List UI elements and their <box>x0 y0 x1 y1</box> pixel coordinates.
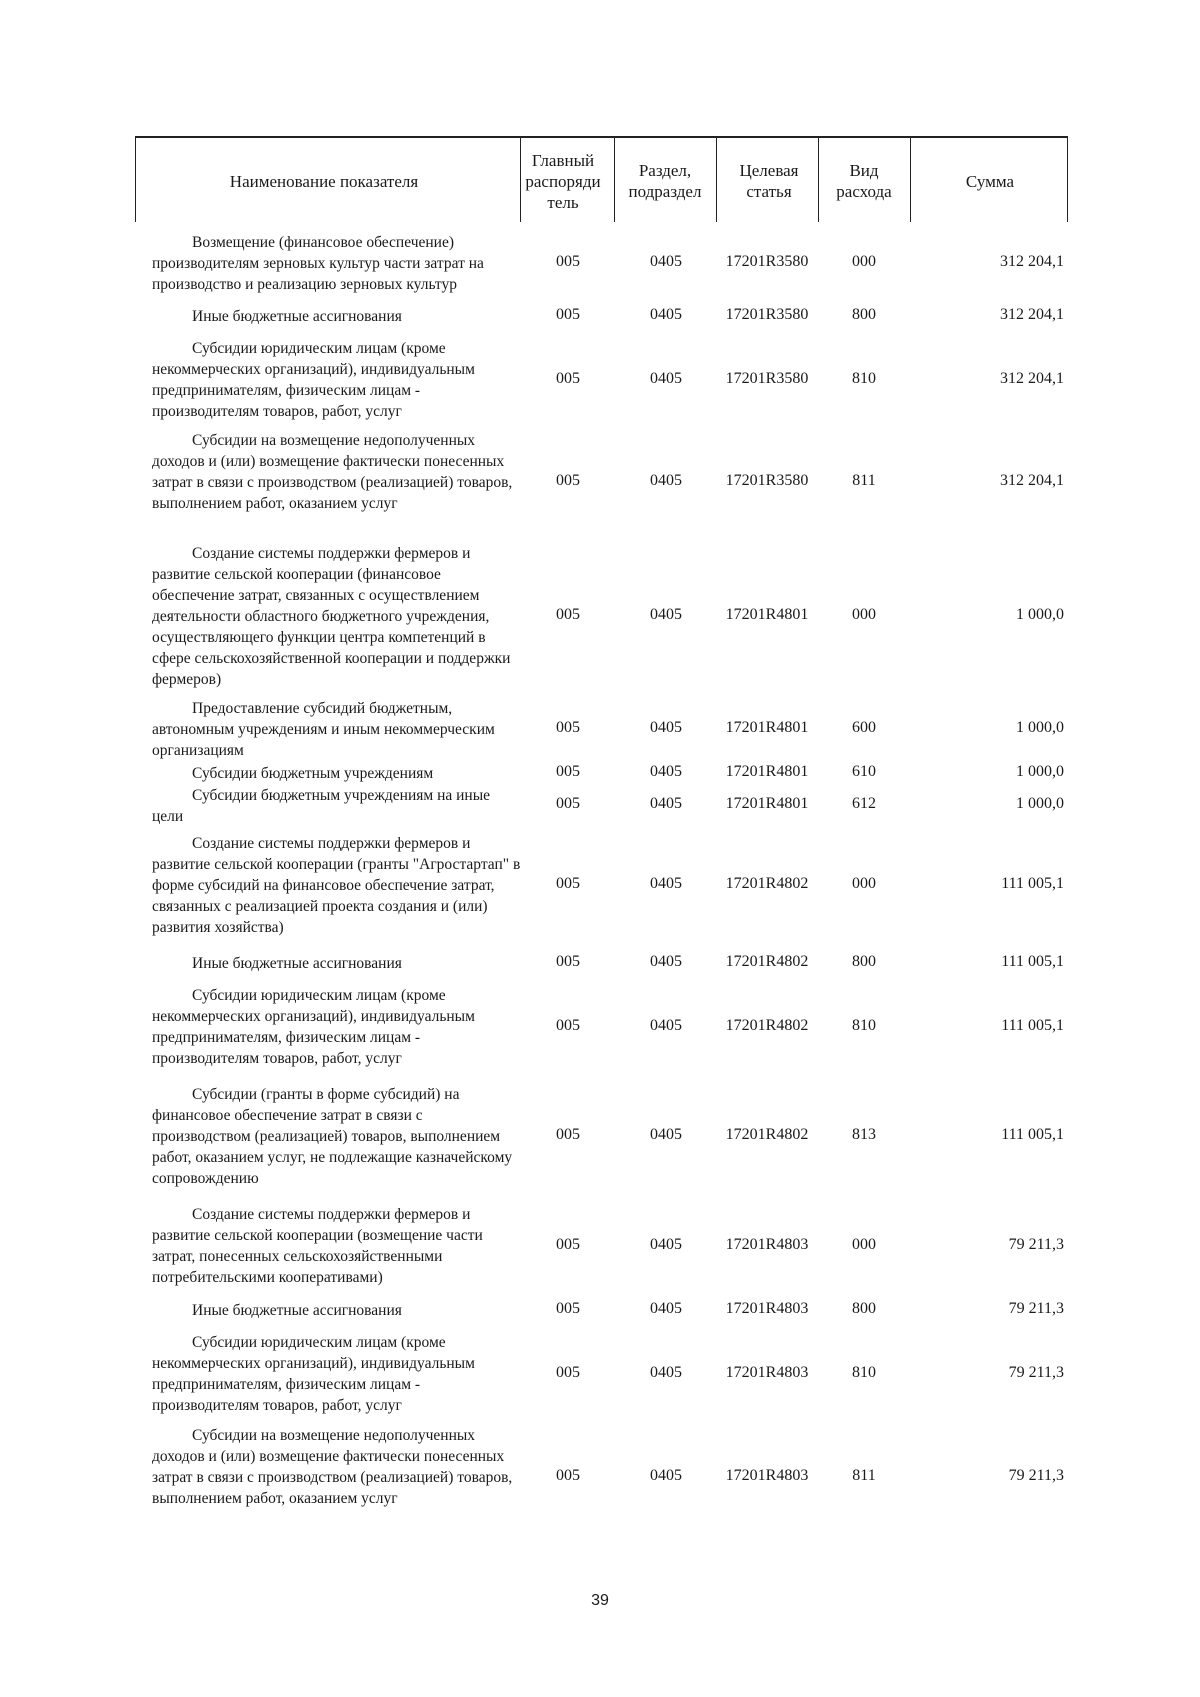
row-target: 17201R4801 <box>725 606 809 623</box>
row-sum: 79 211,3 <box>1008 1236 1064 1253</box>
row-section: 0405 <box>650 719 682 736</box>
row-grbs: 005 <box>556 253 580 270</box>
row-sum: 312 204,1 <box>1000 472 1064 489</box>
row-type: 000 <box>852 1236 876 1253</box>
row-grbs: 005 <box>556 1236 580 1253</box>
row-type: 800 <box>852 953 876 970</box>
row-type: 612 <box>852 795 876 812</box>
row-target: 17201R4803 <box>725 1300 809 1317</box>
row-target: 17201R3580 <box>725 253 809 270</box>
header-target: Целевая статья <box>739 161 799 201</box>
row-type: 000 <box>852 253 876 270</box>
row-sum: 1 000,0 <box>1016 606 1064 623</box>
header-grbs: Главный распоряди тель <box>525 150 601 212</box>
row-section: 0405 <box>650 472 682 489</box>
table-header <box>135 136 1067 224</box>
row-grbs: 005 <box>556 953 580 970</box>
row-target: 17201R3580 <box>725 370 809 387</box>
row-type: 800 <box>852 306 876 323</box>
row-section: 0405 <box>650 606 682 623</box>
row-sum: 111 005,1 <box>1001 1017 1064 1034</box>
row-grbs: 005 <box>556 1300 580 1317</box>
row-target: 17201R4802 <box>725 1126 809 1143</box>
row-name: Субсидии юридическим лицам (кроме некоммерческих организаций), индивидуальным предпринимателям, физическим лицам - производителям товаров, работ, услуг <box>152 340 475 420</box>
row-type: 813 <box>852 1126 876 1143</box>
row-grbs: 005 <box>556 606 580 623</box>
row-target: 17201R4801 <box>725 795 809 812</box>
row-sum: 111 005,1 <box>1001 1126 1064 1143</box>
header-divider <box>135 136 136 222</box>
row-type: 810 <box>852 370 876 387</box>
row-name: Субсидии бюджетным учреждениям <box>192 765 434 782</box>
row-sum: 111 005,1 <box>1001 875 1064 892</box>
row-type: 600 <box>852 719 876 736</box>
row-section: 0405 <box>650 1126 682 1143</box>
row-target: 17201R4802 <box>725 1017 809 1034</box>
header-divider <box>1067 136 1068 222</box>
row-target: 17201R4801 <box>725 763 809 780</box>
row-sum: 79 211,3 <box>1008 1364 1064 1381</box>
row-type: 811 <box>852 472 876 489</box>
row-section: 0405 <box>650 370 682 387</box>
row-type: 811 <box>852 1467 876 1484</box>
row-sum: 312 204,1 <box>1000 370 1064 387</box>
row-sum: 79 211,3 <box>1008 1467 1064 1484</box>
row-name: Субсидии на возмещение недополученных доходов и (или) возмещение фактически понесенных затрат в связи с производством (реализацией) товаров, выполнением работ, оказанием услуг <box>152 1427 513 1507</box>
header-divider <box>910 136 911 222</box>
row-section: 0405 <box>650 795 682 812</box>
row-type: 810 <box>852 1017 876 1034</box>
row-sum: 111 005,1 <box>1001 953 1064 970</box>
row-section: 0405 <box>650 1017 682 1034</box>
header-divider <box>716 136 717 222</box>
header-divider <box>520 136 521 222</box>
row-sum: 1 000,0 <box>1016 719 1064 736</box>
row-name: Иные бюджетные ассигнования <box>192 308 402 325</box>
row-grbs: 005 <box>556 306 580 323</box>
row-grbs: 005 <box>556 795 580 812</box>
row-section: 0405 <box>650 875 682 892</box>
row-name: Субсидии (гранты в форме субсидий) на финансовое обеспечение затрат в связи с производством (реализацией) товаров, выполнением работ, оказанием услуг, не подлежащие казначейскому сопровождению <box>152 1086 513 1187</box>
row-sum: 312 204,1 <box>1000 253 1064 270</box>
row-grbs: 005 <box>556 1126 580 1143</box>
row-sum: 79 211,3 <box>1008 1300 1064 1317</box>
row-name: Создание системы поддержки фермеров и развитие сельской кооперации (возмещение части затрат, понесенных сельскохозяйственными потребительскими кооперативами) <box>152 1206 483 1286</box>
row-grbs: 005 <box>556 1467 580 1484</box>
row-section: 0405 <box>650 306 682 323</box>
row-grbs: 005 <box>556 875 580 892</box>
header-name: Наименование показателя <box>229 171 419 191</box>
header-section: Раздел, подраздел <box>628 161 702 201</box>
row-name: Иные бюджетные ассигнования <box>192 1302 402 1319</box>
header-type: Вид расхода <box>836 161 892 201</box>
row-name: Субсидии юридическим лицам (кроме некоммерческих организаций), индивидуальным предпринимателям, физическим лицам - производителям товаров, работ, услуг <box>152 1334 475 1414</box>
row-section: 0405 <box>650 253 682 270</box>
row-name: Субсидии юридическим лицам (кроме некоммерческих организаций), индивидуальным предпринимателям, физическим лицам - производителям товаров, работ, услуг <box>152 987 475 1067</box>
row-name: Предоставление субсидий бюджетным, автономным учреждениям и иным некоммерческим организациям <box>152 700 495 759</box>
row-target: 17201R4803 <box>725 1364 809 1381</box>
row-grbs: 005 <box>556 472 580 489</box>
row-target: 17201R4802 <box>725 875 809 892</box>
row-section: 0405 <box>650 763 682 780</box>
row-sum: 1 000,0 <box>1016 795 1064 812</box>
row-section: 0405 <box>650 1467 682 1484</box>
row-name: Создание системы поддержки фермеров и развитие сельской кооперации (гранты "Агростартап" в форме субсидий на финансовое обеспечение затрат, связанных с реализацией проекта создания и (или) развития хозяйства) <box>152 835 521 936</box>
row-name: Субсидии на возмещение недополученных доходов и (или) возмещение фактически понесенных затрат в связи с производством (реализацией) товаров, выполнением работ, оказанием услуг <box>152 432 513 512</box>
row-target: 17201R4801 <box>725 719 809 736</box>
row-name: Иные бюджетные ассигнования <box>192 955 402 972</box>
row-grbs: 005 <box>556 370 580 387</box>
row-section: 0405 <box>650 1364 682 1381</box>
row-sum: 312 204,1 <box>1000 306 1064 323</box>
row-type: 000 <box>852 875 876 892</box>
row-target: 17201R4802 <box>725 953 809 970</box>
row-target: 17201R4803 <box>725 1236 809 1253</box>
header-divider <box>614 136 615 222</box>
row-target: 17201R3580 <box>725 306 809 323</box>
row-section: 0405 <box>650 953 682 970</box>
row-name: Субсидии бюджетным учреждениям на иные цели <box>152 787 491 825</box>
row-section: 0405 <box>650 1236 682 1253</box>
row-grbs: 005 <box>556 1364 580 1381</box>
row-name: Создание системы поддержки фермеров и развитие сельской кооперации (финансовое обеспечение затрат, связанных с осуществлением деятельности областного бюджетного учреждения, осуществляющего функции центра компетенций в сфере сельскохозяйственной кооперации и поддержки фермеров) <box>152 545 511 688</box>
row-grbs: 005 <box>556 719 580 736</box>
row-target: 17201R3580 <box>725 472 809 489</box>
row-name: Возмещение (финансовое обеспечение) производителям зерновых культур части затрат на производство и реализацию зерновых культур <box>152 234 484 293</box>
row-target: 17201R4803 <box>725 1467 809 1484</box>
row-sum: 1 000,0 <box>1016 763 1064 780</box>
page-number: 39 <box>591 1592 609 1609</box>
row-type: 800 <box>852 1300 876 1317</box>
row-section: 0405 <box>650 1300 682 1317</box>
row-type: 000 <box>852 606 876 623</box>
row-type: 610 <box>852 763 876 780</box>
header-divider <box>818 136 819 222</box>
row-grbs: 005 <box>556 763 580 780</box>
header-sum: Сумма <box>965 171 1015 191</box>
row-grbs: 005 <box>556 1017 580 1034</box>
row-type: 810 <box>852 1364 876 1381</box>
